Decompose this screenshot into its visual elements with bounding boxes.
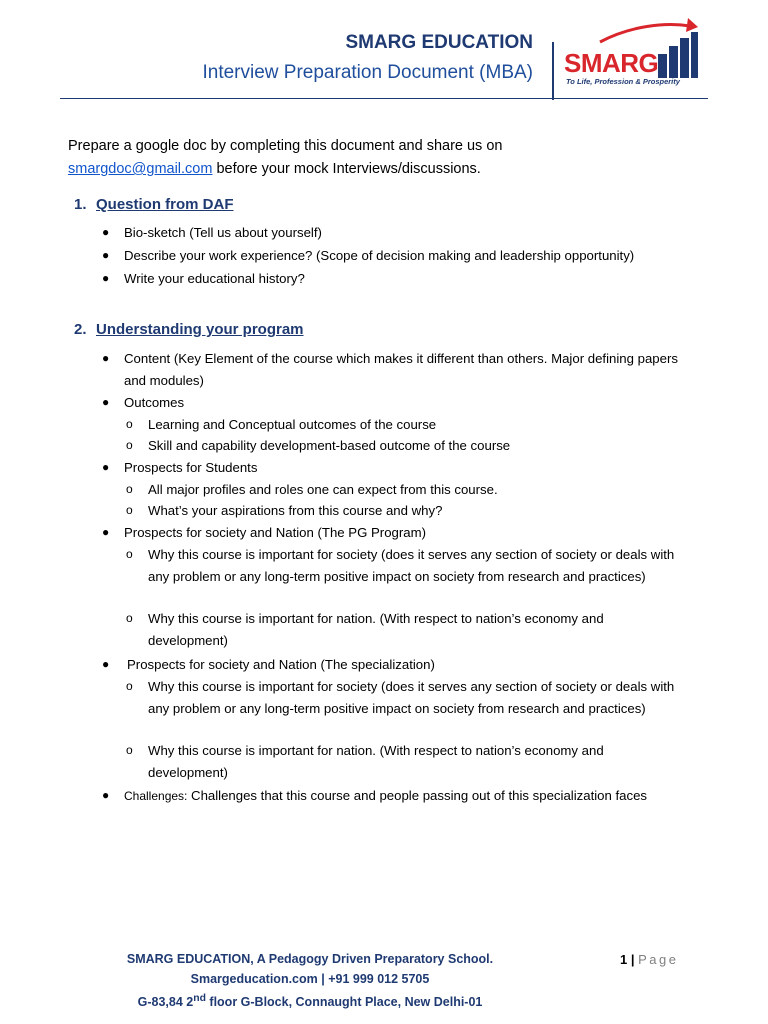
header-divider-horizontal [60, 98, 708, 99]
circle-bullet-icon: o [126, 547, 133, 561]
section-2-heading: 2. Understanding your program [74, 321, 304, 338]
sub-list-item: o Why this course is important for society (does it serves any section of society or deals with any problem or any long-term positive impact on society from research and practices) [148, 676, 676, 719]
header-org-name: SMARG EDUCATION [345, 32, 533, 53]
bullet-icon: ● [102, 657, 110, 671]
email-link[interactable]: smargdoc@gmail.com [68, 161, 213, 177]
circle-bullet-icon: o [126, 611, 133, 625]
sub-list-item: o All major profiles and roles one can expect from this course. [148, 479, 688, 501]
list-item-specialization: ● Prospects for society and Nation (The specialization) [127, 654, 687, 676]
circle-bullet-icon: o [126, 503, 133, 517]
bullet-icon: ● [102, 271, 110, 285]
list-item-content: ● Content (Key Element of the course which makes it different than others. Major defining papers and modules) [124, 348, 684, 391]
header-document-title: Interview Preparation Document (MBA) [202, 62, 533, 83]
sub-list-item: o Why this course is important for society (does it serves any section of society or deals with any problem or any long-term positive impact on society from research and practices) [148, 544, 676, 587]
logo-text: SMARG [564, 48, 659, 78]
bullet-icon: ● [102, 395, 110, 409]
bullet-icon: ● [102, 351, 110, 365]
bullet-icon: ● [102, 460, 110, 474]
sub-list-item: o Learning and Conceptual outcomes of the course [148, 414, 688, 436]
circle-bullet-icon: o [126, 438, 133, 452]
circle-bullet-icon: o [126, 743, 133, 757]
bullet-icon: ● [102, 788, 110, 802]
header-divider-vertical [552, 42, 554, 100]
sub-list-item: o Why this course is important for nation. (With respect to nation’s economy and development) [148, 608, 618, 651]
list-item-challenges: ● Challenges: Challenges that this course and people passing out of this specialization faces [124, 785, 684, 808]
smarg-logo [560, 14, 700, 90]
sub-list-item: o Skill and capability development-based outcome of the course [148, 435, 688, 457]
list-item: ● Write your educational history? [124, 268, 684, 290]
list-item: ● Bio-sketch (Tell us about yourself) [124, 222, 684, 244]
sub-list-item: o Why this course is important for nation. (With respect to nation’s economy and development) [148, 740, 618, 783]
intro-paragraph [68, 135, 708, 181]
logo-tagline: To Life, Profession & Prosperity [566, 77, 680, 86]
footer-line-2: Smargeducation.com | +91 999 012 5705 [190, 971, 430, 986]
intro-line-2: smargdoc@gmail.com before your mock Interviews/discussions. [68, 161, 481, 177]
intro-line-1: Prepare a google doc by completing this document and share us on [68, 138, 503, 154]
bullet-icon: ● [102, 225, 110, 239]
footer-address: G-83,84 2nd floor G-Block, Connaught Place, New Delhi-01 [137, 993, 483, 1010]
footer [110, 950, 510, 1013]
bullet-icon: ● [102, 248, 110, 262]
bullet-icon: ● [102, 525, 110, 539]
list-item-outcomes: ● Outcomes [124, 392, 684, 414]
circle-bullet-icon: o [126, 679, 133, 693]
list-item-students: ● Prospects for Students [124, 457, 684, 479]
circle-bullet-icon: o [126, 482, 133, 496]
list-item-pg-program: ● Prospects for society and Nation (The PG Program) [124, 522, 684, 544]
list-item: ● Describe your work experience? (Scope of decision making and leadership opportunity) [124, 245, 684, 267]
circle-bullet-icon: o [126, 417, 133, 431]
page-number: 1 | Page [620, 952, 679, 967]
sub-list-item: o What’s your aspirations from this course and why? [148, 500, 688, 522]
footer-line-1: SMARG EDUCATION, A Pedagogy Driven Preparatory School. [126, 952, 494, 966]
section-1-heading: 1. Question from DAF [74, 196, 234, 213]
